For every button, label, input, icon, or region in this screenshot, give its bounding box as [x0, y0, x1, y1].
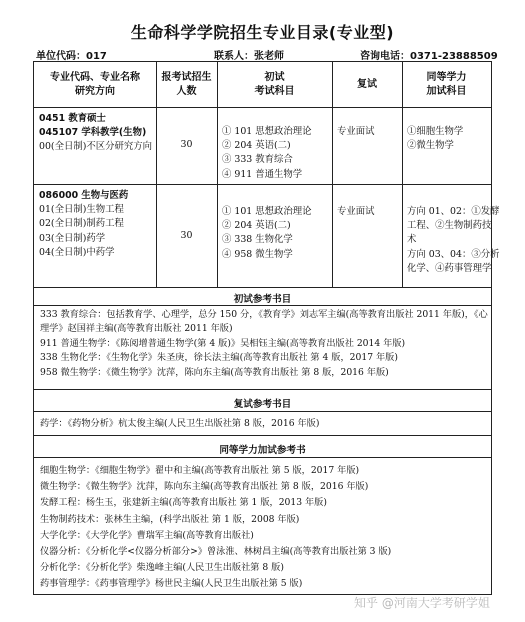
- enrollment-count: 30: [180, 139, 193, 150]
- page-title: 生命科学学院招生专业目录(专业型): [130, 23, 395, 42]
- section-divider: [34, 411, 491, 412]
- reference-line: 药事管理学：《药事管理学》杨世民主编(人民卫生出版社第 5 版): [40, 578, 303, 590]
- reference-line: 发酵工程：杨生玉，张建新主编(高等教育出版社 第 1 版，2013 年版): [40, 497, 327, 509]
- reference-line: 药学：《药物分析》杭太俊主编(人民卫生出版社第 8 版，2016 年版): [40, 418, 320, 429]
- research-direction: 01(全日制)生物工程: [39, 204, 124, 216]
- equivalent-subjects: 方向 01、02：①发酵 工程、②生物制药技 术 方向 03、04：③分析 化学、④药事管理学: [407, 206, 500, 274]
- reference-list: [40, 463, 487, 593]
- retest-method: 专业面试: [337, 206, 375, 217]
- reference-line: 微生物学：《微生物学》沈萍，陈向东主编(高等教育出版社 第 8 版，2016 年版): [40, 481, 369, 493]
- major-name: 045107 学科教学(生物): [39, 127, 147, 139]
- header-enrollment: 报考试招生 人数: [161, 71, 212, 97]
- reference-list: [40, 308, 487, 380]
- header-major: 专业代码、专业名称 研究方向: [50, 71, 140, 97]
- header-retest: 复试: [357, 78, 377, 90]
- retest-refs-section: [33, 389, 492, 436]
- initial-refs-section: [33, 287, 492, 390]
- header-initial-exam: 初试 考试科目: [254, 71, 295, 97]
- research-direction: 04(全日制)中药学: [39, 246, 115, 258]
- section-title: 复试参考书目: [233, 399, 292, 410]
- reference-line: 理学》赵国祥主编(高等教育出版社 2011 年版): [40, 323, 233, 335]
- reference-line: 细胞生物学：《细胞生物学》翟中和主编(高等教育出版社 第 5 版，2017 年版): [40, 465, 360, 476]
- equivalent-subjects: ①细胞生物学 ②微生物学: [407, 126, 464, 152]
- reference-list: [40, 417, 487, 431]
- row-divider: [34, 184, 491, 185]
- reference-line: 仪器分析：《分析化学<仪器分析部分>》曾泳淮、林树昌主编(高等教育出版社第 3 版): [40, 546, 392, 558]
- research-direction: 03(全日制)药学: [39, 232, 106, 244]
- unit-code: 单位代码：017: [36, 51, 107, 62]
- reference-line: 333 教育综合：包括教育学、心理学，总分 150 分，《教育学》刘志军主编(高等教育出版社 2011 年版)，《心: [40, 309, 488, 320]
- research-direction: 02(全日制)制药工程: [39, 218, 124, 230]
- header-equivalent: 同等学力 加试科目: [426, 71, 467, 97]
- research-direction: 00(全日制)不区分研究方向: [39, 141, 152, 153]
- contact-person: 联系人：张老师: [214, 51, 284, 62]
- reference-line: 911 普通生物学：《陈阅增普通生物学(第 4 版)》吴相钰主编(高等教育出版社 2014 年版): [40, 337, 406, 349]
- row-divider: [34, 107, 491, 108]
- watermark: 知乎 @河南大学考研学姐: [354, 596, 490, 610]
- section-divider: [34, 305, 491, 306]
- reference-line: 338 生物化学：《生物化学》朱圣庚，徐长法主编(高等教育出版社 第 4 版，2017 年版): [40, 352, 398, 364]
- equivalent-refs-section: [33, 435, 492, 595]
- table-row: [39, 112, 152, 155]
- phone-number: 咨询电话：0371-23888509: [360, 51, 498, 62]
- exam-subjects: ① 101 思想政治理论 ② 204 英语(二) ③ 333 教育综合 ④ 911 普通生物学: [222, 126, 312, 180]
- section-title: 同等学力加试参考书: [219, 445, 306, 456]
- enrollment-count: 30: [180, 230, 193, 241]
- degree-name: 0451 教育硕士: [39, 113, 106, 124]
- section-divider: [34, 457, 491, 458]
- retest-method: 专业面试: [337, 126, 375, 137]
- reference-line: 大学化学：《大学化学》曹瑞军主编(高等教育出版社): [40, 529, 254, 541]
- catalog-table: [33, 61, 500, 288]
- exam-subjects: ① 101 思想政治理论 ② 204 英语(二) ③ 338 生物化学 ④ 958 微生物学: [222, 206, 312, 260]
- reference-line: 生物制药技术：张林生主编，(科学出版社 第 1 版，2008 年版): [40, 513, 300, 525]
- table-row: [39, 189, 128, 260]
- reference-line: 958 微生物学：《微生物学》沈萍，陈向东主编(高等教育出版社 第 8 版，2016 年版): [40, 366, 389, 378]
- section-title: 初试参考书目: [233, 294, 292, 305]
- reference-line: 分析化学：《分析化学》柴逸峰主编(人民卫生出版社第 8 版): [40, 562, 284, 574]
- major-name: 086000 生物与医药: [39, 190, 129, 201]
